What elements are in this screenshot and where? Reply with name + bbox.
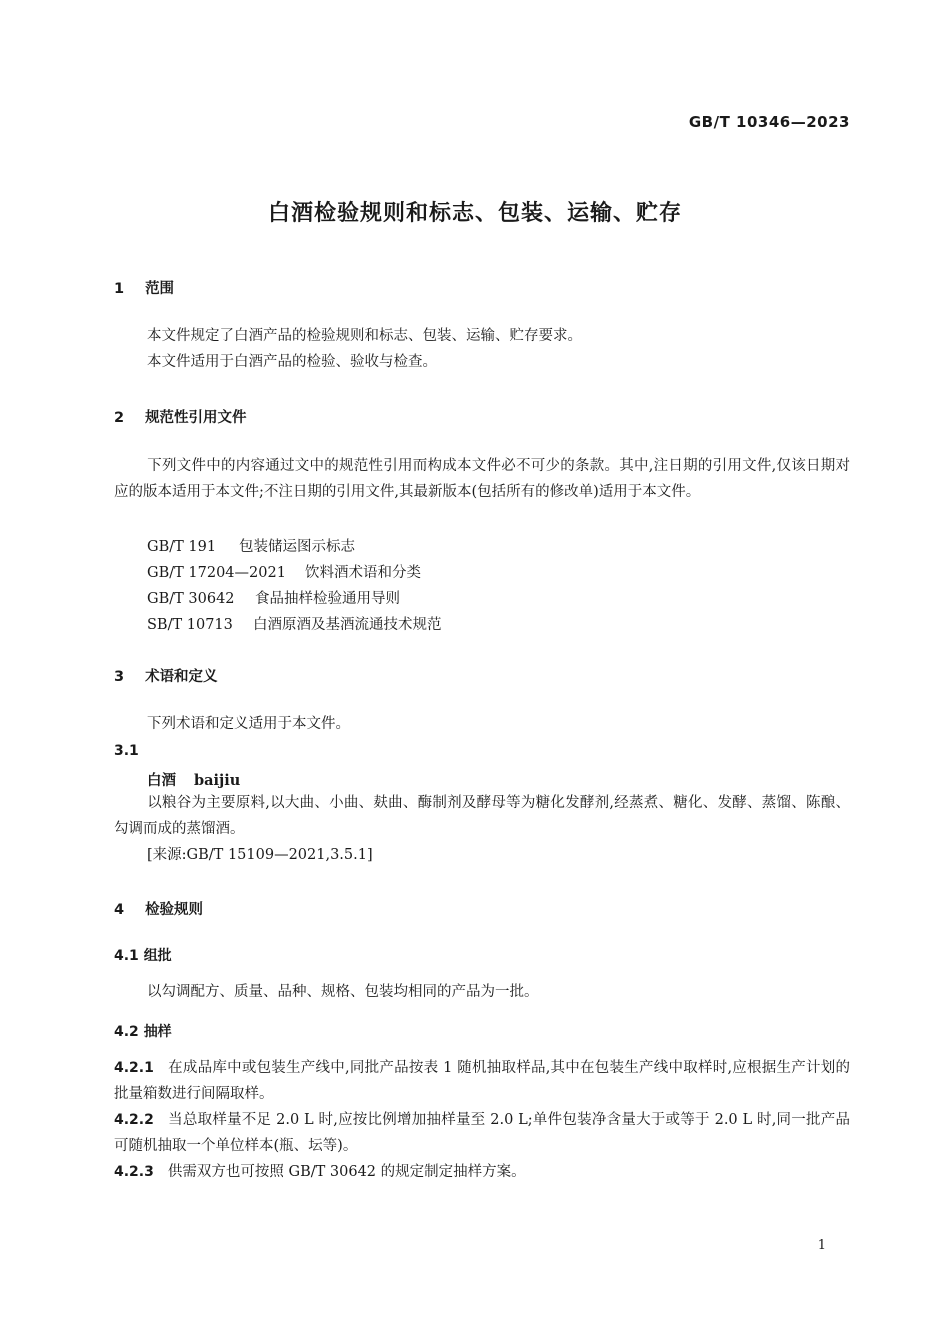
page-number: 1 <box>817 1238 826 1253</box>
section-title: 范围 <box>145 281 175 297</box>
document-title: 白酒检验规则和标志、包装、运输、贮存 <box>267 201 682 226</box>
clause-number: 4.2.3 <box>114 1164 154 1180</box>
section-title: 术语和定义 <box>145 669 218 685</box>
section-number: 4 <box>114 902 125 918</box>
subsection-number: 4.1 <box>114 948 139 964</box>
paragraph-text: 下列文件中的内容通过文中的规范性引用而构成本文件必不可少的条款。其中,注日期的引用文件,仅该日期对应的版本适用于本文件;不注日期的引用文件,其最新版本(包括所有的修改单)适用于本文件。 <box>114 458 850 500</box>
reference-code: GB/T 30642 <box>147 591 235 607</box>
paragraph: 本文件规定了白酒产品的检验规则和标志、包装、运输、贮存要求。 <box>147 328 582 344</box>
clause <box>114 1055 850 1107</box>
subsection-number: 4.2 <box>114 1024 139 1040</box>
term-number: 3.1 <box>114 743 139 759</box>
reference-title: 饮料酒术语和分类 <box>305 565 421 581</box>
section-number: 1 <box>114 281 125 297</box>
definition-text: 以粮谷为主要原料,以大曲、小曲、麸曲、酶制剂及酵母等为糖化发酵剂,经蒸煮、糖化、发酵、蒸馏、陈酿、勾调而成的蒸馏酒。 <box>114 795 850 837</box>
clause-text: 供需双方也可按照 GB/T 30642 的规定制定抽样方案。 <box>167 1164 526 1180</box>
term-source: [来源:GB/T 15109—2021,3.5.1] <box>147 847 373 863</box>
subsection-title: 抽样 <box>143 1024 172 1040</box>
reference-code: SB/T 10713 <box>147 617 233 633</box>
clause-number: 4.2.1 <box>114 1060 154 1076</box>
paragraph: 以勾调配方、质量、品种、规格、包装均相同的产品为一批。 <box>147 984 539 1000</box>
standard-number: GB/T 10346—2023 <box>688 113 850 131</box>
subsection-title: 组批 <box>143 948 172 964</box>
section-title: 检验规则 <box>145 902 204 918</box>
reference-item <box>147 587 400 608</box>
clause-text: 在成品库中或包装生产线中,同批产品按表 1 随机抽取样品,其中在包装生产线中取样时,应根据生产计划的批量箱数进行间隔取样。 <box>114 1060 850 1102</box>
clause-text: 当总取样量不足 2.0 L 时,应按比例增加抽样量至 2.0 L;单件包装净含量大于或等于 2.0 L 时,同一批产品可随机抽取一个单位样本(瓶、坛等)。 <box>114 1112 850 1154</box>
clause-number: 4.2.2 <box>114 1112 154 1128</box>
section-heading-normative-references <box>114 406 247 427</box>
reference-code: GB/T 191 <box>147 539 217 555</box>
reference-item <box>147 561 421 582</box>
clause <box>114 1107 850 1159</box>
clause <box>114 1159 850 1185</box>
section-number: 2 <box>114 410 125 426</box>
section-heading-inspection-rules <box>114 898 203 919</box>
paragraph: 本文件适用于白酒产品的检验、验收与检查。 <box>147 354 437 370</box>
section-title: 规范性引用文件 <box>145 410 247 426</box>
term-entry <box>147 769 240 790</box>
section-number: 3 <box>114 669 125 685</box>
reference-item <box>147 613 442 634</box>
term-chinese: 白酒 <box>147 773 176 789</box>
reference-item <box>147 535 355 556</box>
term-definition <box>114 790 850 842</box>
reference-title: 包装储运图示标志 <box>239 539 355 555</box>
subsection-heading-sampling <box>114 1021 172 1041</box>
reference-code: GB/T 17204—2021 <box>147 565 286 581</box>
term-english: baijiu <box>194 772 241 789</box>
paragraph: 下列术语和定义适用于本文件。 <box>147 716 350 732</box>
subsection-heading-batching <box>114 945 172 965</box>
reference-title: 食品抽样检验通用导则 <box>255 591 400 607</box>
reference-title: 白酒原酒及基酒流通技术规范 <box>253 617 442 633</box>
section-heading-scope <box>114 277 174 298</box>
paragraph <box>114 453 850 505</box>
section-heading-terms-definitions <box>114 665 218 686</box>
